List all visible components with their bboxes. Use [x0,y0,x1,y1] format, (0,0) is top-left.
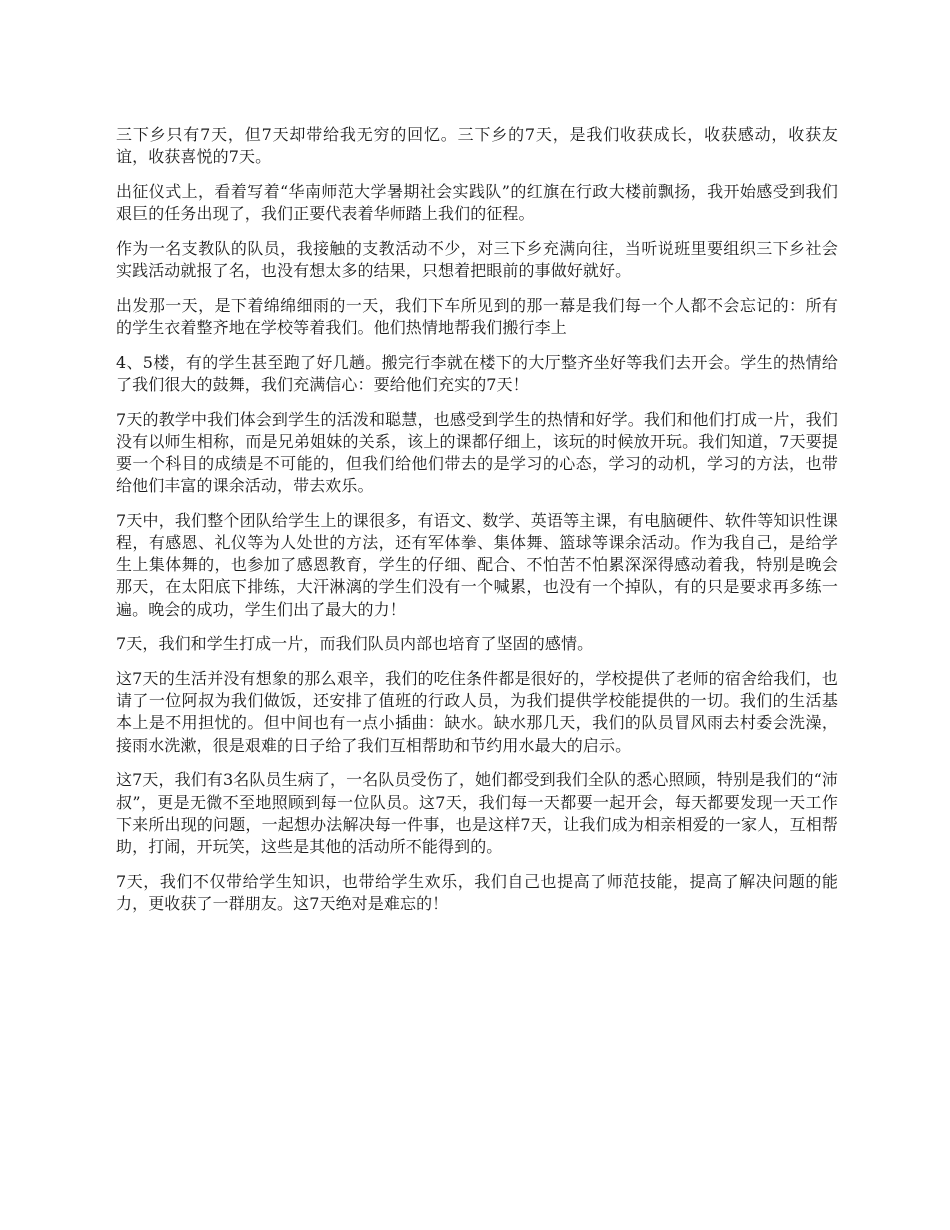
paragraph-7: 7天中，我们整个团队给学生上的课很多，有语文、数学、英语等主课，有电脑硬件、软件等知识性课程，有感恩、礼仪等为人处世的方法，还有军体拳、集体舞、篮球等课余活动。作为我自己，是给学生上集体舞的，也参加了感恩教育，学生的仔细、配合、不怕苦不怕累深深得感动着我，特别是晚会那天，在太阳底下排练，大汗淋漓的学生们没有一个喊累，也没有一个掉队，有的只是要求再多练一遍。晚会的成功，学生们出了最大的力！ [116,510,838,619]
document-body [116,124,838,928]
paragraph-1: 三下乡只有7天，但7天却带给我无穷的回忆。三下乡的7天，是我们收获成长，收获感动，收获友谊，收获喜悦的7天。 [116,125,838,167]
paragraph-5: 4、5楼，有的学生甚至跑了好几趟。搬完行李就在楼下的大厅整齐坐好等我们去开会。学生的热情给了我们很大的鼓舞，我们充满信心：要给他们充实的7天！ [116,352,838,394]
paragraph-2: 出征仪式上，看着写着“华南师范大学暑期社会实践队”的红旗在行政大楼前飘扬，我开始感受到我们艰巨的任务出现了，我们正要代表着华师踏上我们的征程。 [116,181,838,224]
paragraph-3: 作为一名支教队的队员，我接触的支教活动不少，对三下乡充满向往，当听说班里要组织三下乡社会实践活动就报了名，也没有想太多的结果，只想着把眼前的事做好就好。 [116,238,838,281]
paragraph-8: 7天，我们和学生打成一片，而我们队员内部也培育了坚固的感情。 [116,634,594,654]
paragraph-11: 7天，我们不仅带给学生知识，也带给学生欢乐，我们自己也提高了师范技能，提高了解决问题的能力，更收获了一群朋友。这7天绝对是难忘的！ [116,871,838,913]
paragraph-10: 这7天，我们有3名队员生病了，一名队员受伤了，她们都受到我们全队的悉心照顾，特别是我们的“沛叔”，更是无微不至地照顾到每一位队员。这7天，我们每一天都要一起开会，每天都要发现一天工作下来所出现的问题，一起想办法解决每一件事，也是这样7天，让我们成为相亲相爱的一家人，互相帮助，打闹，开玩笑，这些是其他的活动所不能得到的。 [116,770,838,856]
paragraph-9: 这7天的生活并没有想象的那么艰辛，我们的吃住条件都是很好的，学校提供了老师的宿舍给我们，也请了一位阿叔为我们做饭，还安排了值班的行政人员，为我们提供学校能提供的一切。我们的生活基本上是不用担忧的。但中间也有一点小插曲：缺水。缺水那几天，我们的队员冒风雨去村委会洗澡，接雨水洗漱，很是艰难的日子给了我们互相帮助和节约用水最大的启示。 [116,669,838,755]
paragraph-4: 出发那一天，是下着绵绵细雨的一天，我们下车所见到的那一幕是我们每一个人都不会忘记的：所有的学生衣着整齐地在学校等着我们。他们热情地帮我们搬行李上 [116,295,838,337]
paragraph-6: 7天的教学中我们体会到学生的活泼和聪慧，也感受到学生的热情和好学。我们和他们打成一片，我们没有以师生相称，而是兄弟姐妹的关系，该上的课都仔细上，该玩的时候放开玩。我们知道，7天要提要一个科目的成绩是不可能的，但我们给他们带去的是学习的心态，学习的动机，学习的方法，也带给他们丰富的课余活动，带去欢乐。 [116,409,838,496]
